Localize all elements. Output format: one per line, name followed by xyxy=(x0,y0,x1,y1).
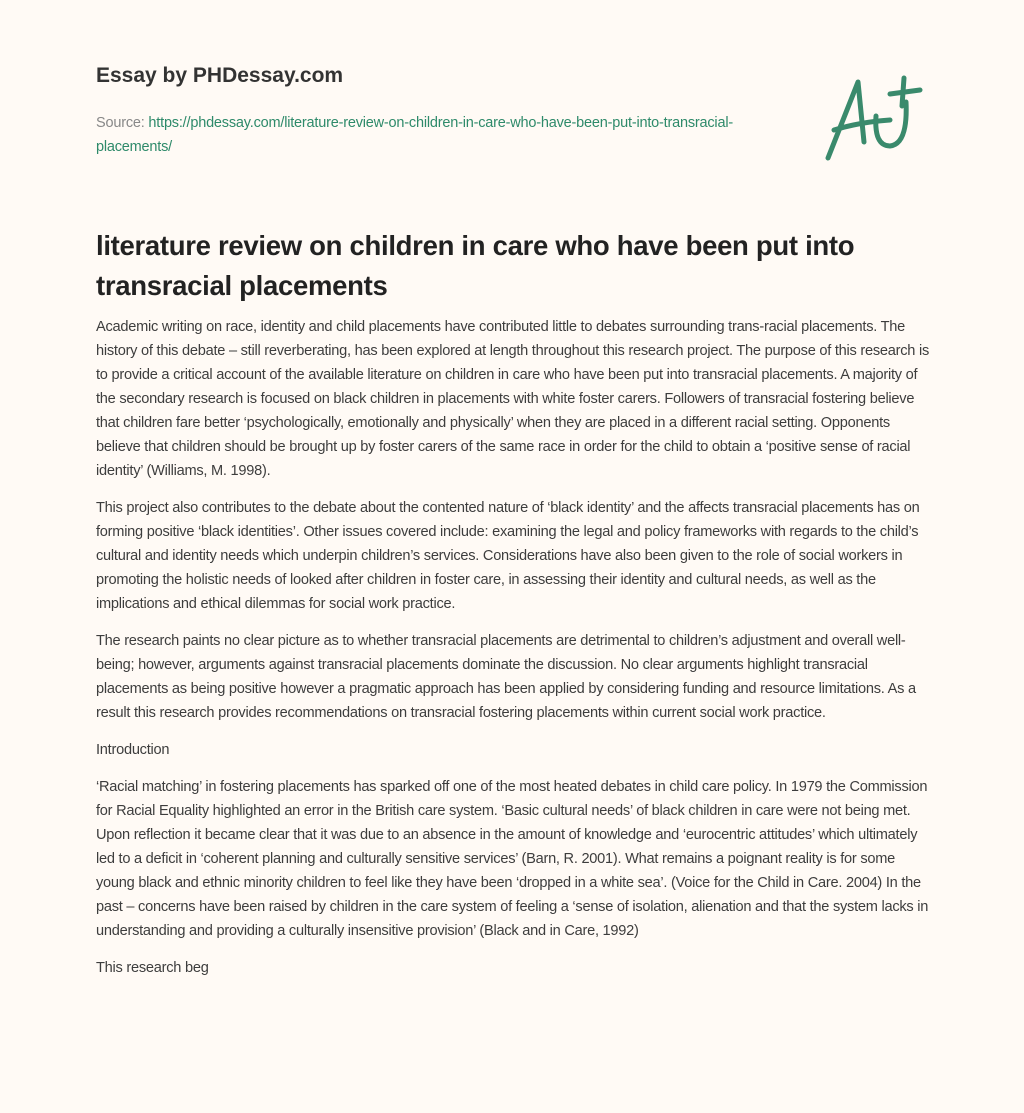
paragraph: Academic writing on race, identity and child placements have contributed little to debates surrounding trans-racial placements. The history of this debate – still reverberating, has been explored at length throughout this research project. The purpose of this research is to provide a critical account of the available literature on children in care who have been put into transracial placements. A majority of the secondary research is focused on black children in placements with white foster carers. Followers of transracial fostering believe that children fare better ‘psychologically, emotionally and physically’ when they are placed in a different racial setting. Opponents believe that children should be brought up by foster carers of the same race in order for the child to obtain a ‘positive sense of racial identity’ (Williams, M. 1998). xyxy=(96,319,929,479)
page-title: literature review on children in care who have been put into transracial placements xyxy=(96,230,855,301)
site-title: Essay by PHDessay.com xyxy=(96,64,344,87)
a-plus-logo-icon xyxy=(820,72,930,164)
source-link[interactable]: https://phdessay.com/literature-review-on-children-in-care-who-have-been-put-into-transracial-placements/ xyxy=(96,115,733,155)
source-line xyxy=(96,111,776,159)
paragraph: This project also contributes to the debate about the contented nature of ‘black identity’ and the affects transracial placements has on forming positive ‘black identities’. Other issues covered include: examining the legal and policy frameworks with regards to the child’s cultural and identity needs which underpin children’s services. Considerations have also been given to the role of social workers in promoting the holistic needs of looked after children in foster care, in assessing their identity and cultural needs, as well as the implications and ethical dilemmas for social work practice. xyxy=(96,500,920,612)
paragraph: ‘Racial matching’ in fostering placements has sparked off one of the most heated debates in child care policy. In 1979 the Commission for Racial Equality highlighted an error in the British care system. ‘Basic cultural needs’ of black children in care were not being met. Upon reflection it became clear that it was due to an absence in the amount of knowledge and ‘eurocentric attitudes’ which ultimately led to a deficit in ‘coherent planning and culturally sensitive services’ (Barn, R. 2001). What remains a poignant reality is for some young black and ethnic minority children to feel like they have been ‘dropped in a white sea’. (Voice for the Child in Care. 2004) In the past – concerns have been raised by children in the care system of feeling a ‘sense of isolation, alienation and that the system lacks in understanding and providing a culturally insensitive provision’ (Black and in Care, 1992) xyxy=(96,779,929,939)
paragraph-truncated: This research beg xyxy=(96,960,209,976)
section-heading-introduction: Introduction xyxy=(96,742,170,758)
source-label: Source: xyxy=(96,115,145,131)
article-body xyxy=(96,315,932,993)
paragraph: The research paints no clear picture as to whether transracial placements are detrimental to children’s adjustment and overall well-being; however, arguments against transracial placements dominate the discussion. No clear arguments highlight transracial placements as being positive however a pragmatic approach has been applied by considering funding and resource limitations. As a result this research provides recommendations on transracial fostering placements within current social work practice. xyxy=(96,633,916,721)
